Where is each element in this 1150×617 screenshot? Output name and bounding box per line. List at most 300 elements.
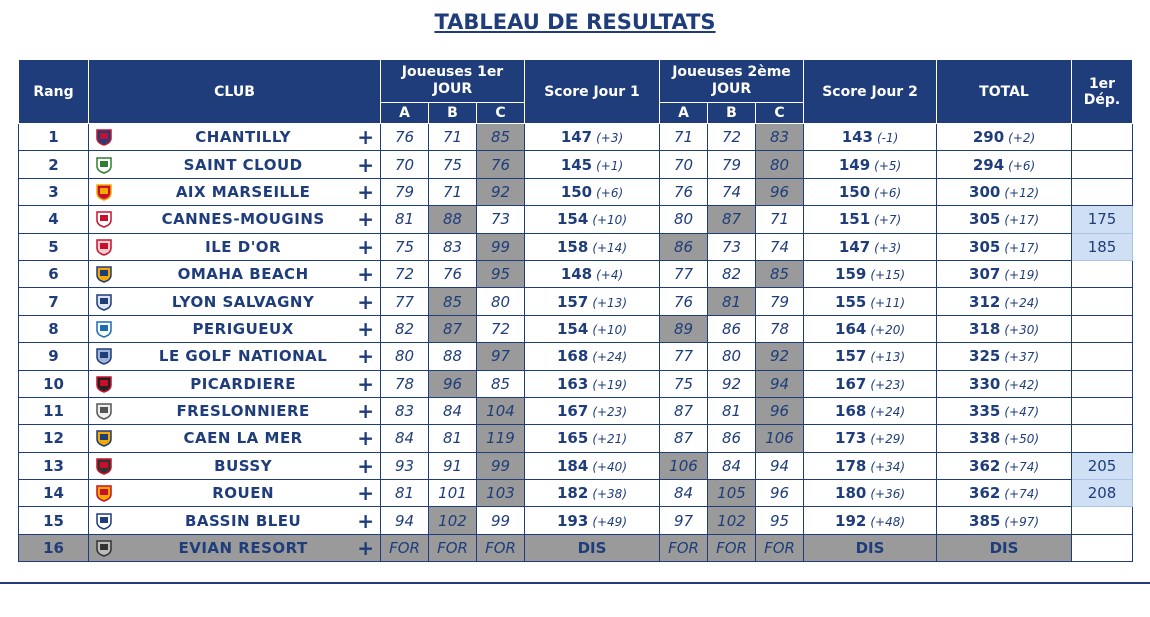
total-score-relative: (+74): [1004, 459, 1040, 474]
club-name: LE GOLF NATIONAL: [158, 347, 328, 366]
first-dep-cell: [1072, 260, 1133, 287]
score-day2: [804, 315, 937, 342]
day2-player-a: 76: [660, 178, 708, 205]
first-dep-cell: [1072, 370, 1133, 397]
score-day1-value: 154: [557, 210, 589, 229]
day1-player-b: 91: [429, 452, 477, 479]
day1-player-a: 82: [381, 315, 429, 342]
day2-player-b: 102: [708, 507, 756, 534]
expand-plus-button[interactable]: +: [357, 152, 374, 177]
expand-plus-button[interactable]: +: [357, 508, 374, 533]
table-row: [19, 343, 1133, 370]
rank-cell: 15: [19, 507, 89, 534]
day1-player-a: 81: [381, 206, 429, 233]
score-day1-relative: (+49): [592, 514, 627, 529]
score-day2: [804, 260, 937, 287]
club-cell: [89, 507, 381, 534]
score-day2: [804, 452, 937, 479]
total-score-value: 325: [969, 347, 1001, 366]
header-day1-a: A: [381, 103, 429, 124]
day1-player-a: 80: [381, 343, 429, 370]
total-score-relative: (+6): [1008, 158, 1036, 173]
day1-player-a: 79: [381, 178, 429, 205]
club-name: SAINT CLOUD: [183, 155, 303, 174]
total-score-relative: (+74): [1004, 487, 1040, 502]
expand-plus-button[interactable]: +: [357, 344, 374, 369]
score-day2-value: 180: [835, 484, 867, 503]
rouen-crest-icon: [93, 484, 115, 502]
score-day1-value: 154: [557, 319, 589, 338]
score-day2-value: 159: [835, 265, 867, 284]
score-day1-relative: (+38): [592, 487, 627, 502]
bassin-bleu-logo-icon: [93, 512, 115, 530]
day2-player-c: 85: [756, 260, 804, 287]
table-row: [19, 507, 1133, 534]
header-score-day1: Score Jour 1: [525, 60, 660, 124]
score-day2-value: 164: [835, 319, 867, 338]
day1-player-b: 87: [429, 315, 477, 342]
score-day1-value: 193: [557, 511, 589, 530]
score-day2: [804, 206, 937, 233]
score-day2: [804, 233, 937, 260]
first-dep-cell: [1072, 124, 1133, 151]
total-score-relative: (+47): [1004, 405, 1040, 420]
total-score-value: 335: [969, 402, 1001, 421]
score-day2-value: 168: [835, 402, 867, 421]
score-day1-value: 168: [557, 347, 589, 366]
day2-player-b: 84: [708, 452, 756, 479]
score-day2: [804, 124, 937, 151]
total-score-value: 362: [969, 484, 1001, 503]
total-score-relative: (+2): [1008, 131, 1036, 146]
score-day1: [525, 480, 660, 507]
day2-player-b: 81: [708, 288, 756, 315]
score-day1-relative: (+24): [592, 350, 627, 365]
day2-player-a: 89: [660, 315, 708, 342]
club-name: AIX MARSEILLE: [175, 182, 311, 201]
score-day1-value: 165: [557, 429, 589, 448]
total-score-value: 294: [972, 155, 1005, 174]
cannes-mougins-crest-icon: [93, 210, 115, 228]
day2-player-b: 105: [708, 480, 756, 507]
day1-player-a: 81: [381, 480, 429, 507]
rank-cell: 14: [19, 480, 89, 507]
day1-player-c: 73: [477, 206, 525, 233]
day1-player-a: 72: [381, 260, 429, 287]
club-cell: [89, 206, 381, 233]
score-day1-relative: (+14): [592, 240, 627, 255]
expand-plus-button[interactable]: +: [357, 234, 374, 259]
day2-player-b: 72: [708, 124, 756, 151]
score-day1-value: 167: [557, 402, 589, 421]
score-day1-value: 182: [557, 484, 589, 503]
day2-player-c: 71: [756, 206, 804, 233]
day1-player-c: 80: [477, 288, 525, 315]
rank-cell: 16: [19, 534, 89, 561]
rank-cell: 7: [19, 288, 89, 315]
day1-player-a: 93: [381, 452, 429, 479]
score-day1-relative: (+40): [592, 459, 627, 474]
expand-plus-button[interactable]: +: [357, 453, 374, 478]
score-day2: [804, 288, 937, 315]
score-day1-relative: (+10): [592, 322, 627, 337]
score-day2: [804, 343, 937, 370]
total-score-relative: (+19): [1004, 268, 1040, 283]
rank-cell: 13: [19, 452, 89, 479]
rank-cell: 12: [19, 425, 89, 452]
day1-player-a: FOR: [381, 534, 429, 561]
day1-player-b: 71: [429, 178, 477, 205]
score-day2-relative: (+20): [870, 322, 906, 337]
club-name: CHANTILLY: [195, 128, 291, 147]
total-score-value: 305: [969, 210, 1001, 229]
header-day2-b: B: [708, 103, 756, 124]
total-score: [937, 397, 1072, 424]
score-day2-relative: (+7): [874, 213, 902, 228]
score-day2-value: 149: [838, 155, 871, 174]
table-row: [19, 452, 1133, 479]
total-score-value: 385: [969, 511, 1001, 530]
day1-player-c: 85: [477, 124, 525, 151]
table-row: [19, 425, 1133, 452]
total-score-value: 300: [969, 182, 1001, 201]
expand-plus-button[interactable]: +: [357, 207, 374, 232]
total-score-relative: (+30): [1004, 322, 1040, 337]
day1-player-c: 99: [477, 507, 525, 534]
club-cell: [89, 124, 381, 151]
rank-cell: 10: [19, 370, 89, 397]
day1-player-b: 76: [429, 260, 477, 287]
caen-la-mer-crest-icon: [93, 429, 115, 447]
omaha-beach-crest-icon: [93, 265, 115, 283]
expand-plus-button[interactable]: +: [357, 179, 374, 204]
score-day2-relative: (+48): [870, 514, 906, 529]
total-score-relative: (+12): [1004, 185, 1040, 200]
total-score-relative: (+97): [1004, 514, 1040, 529]
rank-cell: 11: [19, 397, 89, 424]
table-row: [19, 480, 1133, 507]
total-score-value: 318: [969, 319, 1001, 338]
day1-player-a: 75: [381, 233, 429, 260]
score-day2-value: 151: [838, 210, 871, 229]
day1-player-b: 96: [429, 370, 477, 397]
table-row: [19, 288, 1133, 315]
header-club: CLUB: [89, 60, 381, 124]
score-day1: [525, 260, 660, 287]
day2-player-a: FOR: [660, 534, 708, 561]
score-day1: [525, 151, 660, 178]
day1-player-c: 104: [477, 397, 525, 424]
score-day2-value: 167: [835, 374, 867, 393]
expand-plus-button[interactable]: +: [357, 399, 374, 424]
total-score: [937, 288, 1072, 315]
day1-player-b: 75: [429, 151, 477, 178]
total-score: [937, 260, 1072, 287]
first-dep-cell: 185: [1072, 233, 1133, 260]
day1-player-b: 83: [429, 233, 477, 260]
perigueux-crest-icon: [93, 320, 115, 338]
day2-player-c: 96: [756, 480, 804, 507]
club-name: BUSSY: [214, 456, 273, 475]
total-score: [937, 370, 1072, 397]
day1-player-c: 103: [477, 480, 525, 507]
table-row: [19, 151, 1133, 178]
club-name: EVIAN RESORT: [178, 539, 308, 558]
day1-player-c: 99: [477, 233, 525, 260]
day1-player-c: FOR: [477, 534, 525, 561]
club-name: PERIGUEUX: [192, 319, 294, 338]
expand-plus-button[interactable]: +: [357, 371, 374, 396]
total-score: [937, 452, 1072, 479]
day2-player-c: 96: [756, 178, 804, 205]
day2-player-c: 92: [756, 343, 804, 370]
expand-plus-button[interactable]: +: [357, 536, 374, 561]
rank-cell: 8: [19, 315, 89, 342]
score-day2-value: 173: [835, 429, 867, 448]
first-dep-cell: [1072, 315, 1133, 342]
score-day2-value: 192: [835, 511, 867, 530]
score-day1: [525, 233, 660, 260]
day2-player-b: 79: [708, 151, 756, 178]
score-day1: [525, 315, 660, 342]
total-score-relative: (+37): [1004, 350, 1040, 365]
score-day1-value: 147: [560, 128, 593, 147]
header-score-day2: Score Jour 2: [804, 60, 937, 124]
bussy-crest-icon: [93, 457, 115, 475]
total-score: [937, 233, 1072, 260]
day2-player-a: 87: [660, 425, 708, 452]
day1-player-b: 101: [429, 480, 477, 507]
rank-cell: 5: [19, 233, 89, 260]
expand-plus-button[interactable]: +: [357, 289, 374, 314]
day2-player-b: 80: [708, 343, 756, 370]
score-day1-value: DIS: [577, 539, 607, 558]
total-score-value: 290: [972, 128, 1005, 147]
first-dep-cell: [1072, 178, 1133, 205]
day1-player-b: 71: [429, 124, 477, 151]
aix-marseille-crest-icon: [93, 183, 115, 201]
score-day1-value: 148: [560, 265, 593, 284]
score-day1-value: 158: [557, 237, 589, 256]
chantilly-crest-icon: [93, 128, 115, 146]
score-day2-relative: (+24): [870, 405, 906, 420]
expand-plus-button[interactable]: +: [357, 481, 374, 506]
club-name: PICARDIERE: [190, 374, 297, 393]
day2-player-c: 83: [756, 124, 804, 151]
score-day2-value: 157: [835, 347, 867, 366]
picardiere-crest-icon: [93, 375, 115, 393]
day2-player-b: FOR: [708, 534, 756, 561]
day1-player-a: 84: [381, 425, 429, 452]
score-day1: [525, 206, 660, 233]
score-day2-relative: (+11): [870, 295, 906, 310]
day1-player-c: 95: [477, 260, 525, 287]
day1-player-c: 72: [477, 315, 525, 342]
club-cell: [89, 370, 381, 397]
expand-plus-button[interactable]: +: [357, 316, 374, 341]
day1-player-a: 94: [381, 507, 429, 534]
score-day2-value: 178: [835, 456, 867, 475]
club-cell: [89, 343, 381, 370]
day2-player-a: 84: [660, 480, 708, 507]
score-day1-relative: (+19): [592, 377, 627, 392]
day1-player-a: 78: [381, 370, 429, 397]
day2-player-c: 94: [756, 370, 804, 397]
club-cell: [89, 315, 381, 342]
header-day1-c: C: [477, 103, 525, 124]
score-day1-relative: (+10): [592, 213, 627, 228]
rank-cell: 1: [19, 124, 89, 151]
club-cell: [89, 288, 381, 315]
day1-player-b: 84: [429, 397, 477, 424]
day2-player-a: 77: [660, 260, 708, 287]
club-cell: [89, 397, 381, 424]
score-day2-relative: (+13): [870, 350, 906, 365]
expand-plus-button[interactable]: +: [357, 426, 374, 451]
day2-player-c: 78: [756, 315, 804, 342]
score-day1-relative: (+21): [592, 432, 627, 447]
score-day2-value: 147: [838, 237, 871, 256]
day1-player-c: 85: [477, 370, 525, 397]
header-day2-a: A: [660, 103, 708, 124]
day2-player-a: 71: [660, 124, 708, 151]
day2-player-a: 80: [660, 206, 708, 233]
total-score-value: 338: [969, 429, 1001, 448]
day2-player-c: FOR: [756, 534, 804, 561]
day2-player-b: 87: [708, 206, 756, 233]
total-score: [937, 206, 1072, 233]
score-day2-value: 143: [841, 128, 873, 147]
expand-plus-button[interactable]: +: [357, 262, 374, 287]
first-dep-cell: [1072, 343, 1133, 370]
table-row: [19, 370, 1133, 397]
score-day1: [525, 288, 660, 315]
score-day2: [804, 370, 937, 397]
day2-player-b: 92: [708, 370, 756, 397]
club-name: BASSIN BLEU: [184, 511, 302, 530]
score-day1: [525, 452, 660, 479]
score-day2-value: 155: [835, 292, 867, 311]
rank-cell: 9: [19, 343, 89, 370]
score-day2: [804, 425, 937, 452]
table-row: [19, 233, 1133, 260]
score-day1-value: 184: [557, 456, 589, 475]
score-day1-relative: (+23): [592, 405, 627, 420]
day2-player-b: 86: [708, 425, 756, 452]
score-day2: [804, 178, 937, 205]
day2-player-c: 79: [756, 288, 804, 315]
header-rang: Rang: [19, 60, 89, 124]
day2-player-a: 86: [660, 233, 708, 260]
score-day2: [804, 480, 937, 507]
first-dep-cell: [1072, 425, 1133, 452]
day1-player-b: 88: [429, 206, 477, 233]
results-table: [18, 59, 1133, 562]
rank-cell: 6: [19, 260, 89, 287]
score-day2-relative: (+23): [870, 377, 906, 392]
total-score-relative: (+42): [1004, 377, 1040, 392]
day1-player-b: 85: [429, 288, 477, 315]
score-day1: [525, 178, 660, 205]
total-score: [937, 315, 1072, 342]
total-score-value: 307: [969, 265, 1001, 284]
club-name: CAEN LA MER: [183, 429, 303, 448]
total-score-relative: (+17): [1004, 213, 1040, 228]
score-day2: [804, 397, 937, 424]
total-score-value: 330: [969, 374, 1001, 393]
score-day1-value: 150: [560, 182, 593, 201]
score-day2-relative: (+5): [874, 158, 902, 173]
club-name: CANNES-MOUGINS: [161, 210, 325, 229]
total-score-value: 312: [969, 292, 1001, 311]
total-score-value: 362: [969, 456, 1001, 475]
header-first-dep: 1er Dép.: [1072, 60, 1133, 124]
score-day1: [525, 425, 660, 452]
total-score-value: DIS: [989, 539, 1019, 558]
page-title: TABLEAU DE RESULTATS: [434, 10, 716, 34]
day1-player-b: 102: [429, 507, 477, 534]
header-day1-players: Joueuses 1er JOUR: [381, 60, 525, 103]
score-day2-relative: (-1): [877, 131, 899, 146]
score-day1: [525, 397, 660, 424]
club-cell: [89, 178, 381, 205]
club-cell: [89, 425, 381, 452]
total-score: [937, 124, 1072, 151]
rank-cell: 3: [19, 178, 89, 205]
score-day1-value: 157: [557, 292, 589, 311]
score-day1-relative: (+4): [596, 268, 624, 283]
day2-player-a: 70: [660, 151, 708, 178]
day1-player-c: 99: [477, 452, 525, 479]
day1-player-a: 83: [381, 397, 429, 424]
total-score-value: 305: [969, 237, 1001, 256]
day2-player-c: 96: [756, 397, 804, 424]
day2-player-c: 95: [756, 507, 804, 534]
total-score: [937, 480, 1072, 507]
day1-player-a: 70: [381, 151, 429, 178]
score-day1-relative: (+13): [592, 295, 627, 310]
score-day2-relative: (+34): [870, 459, 906, 474]
day1-player-c: 97: [477, 343, 525, 370]
day2-player-c: 106: [756, 425, 804, 452]
score-day2: [804, 507, 937, 534]
day2-player-a: 75: [660, 370, 708, 397]
score-day1: [525, 124, 660, 151]
freslonniere-crest-icon: [93, 402, 115, 420]
first-dep-cell: 208: [1072, 480, 1133, 507]
first-dep-cell: [1072, 507, 1133, 534]
club-name: LYON SALVAGNY: [171, 292, 315, 311]
club-cell: [89, 480, 381, 507]
score-day1: [525, 507, 660, 534]
golf-national-crest-icon: [93, 347, 115, 365]
first-dep-cell: [1072, 397, 1133, 424]
total-score: [937, 425, 1072, 452]
header-total: TOTAL: [937, 60, 1072, 124]
day1-player-c: 119: [477, 425, 525, 452]
rank-cell: 2: [19, 151, 89, 178]
total-score: [937, 507, 1072, 534]
day2-player-a: 76: [660, 288, 708, 315]
expand-plus-button[interactable]: +: [357, 125, 374, 150]
total-score-relative: (+24): [1004, 295, 1040, 310]
bottom-divider: [0, 582, 1150, 584]
score-day2: [804, 151, 937, 178]
first-dep-cell: 175: [1072, 206, 1133, 233]
header-day2-players: Joueuses 2ème JOUR: [660, 60, 804, 103]
table-row: [19, 178, 1133, 205]
day2-player-a: 87: [660, 397, 708, 424]
